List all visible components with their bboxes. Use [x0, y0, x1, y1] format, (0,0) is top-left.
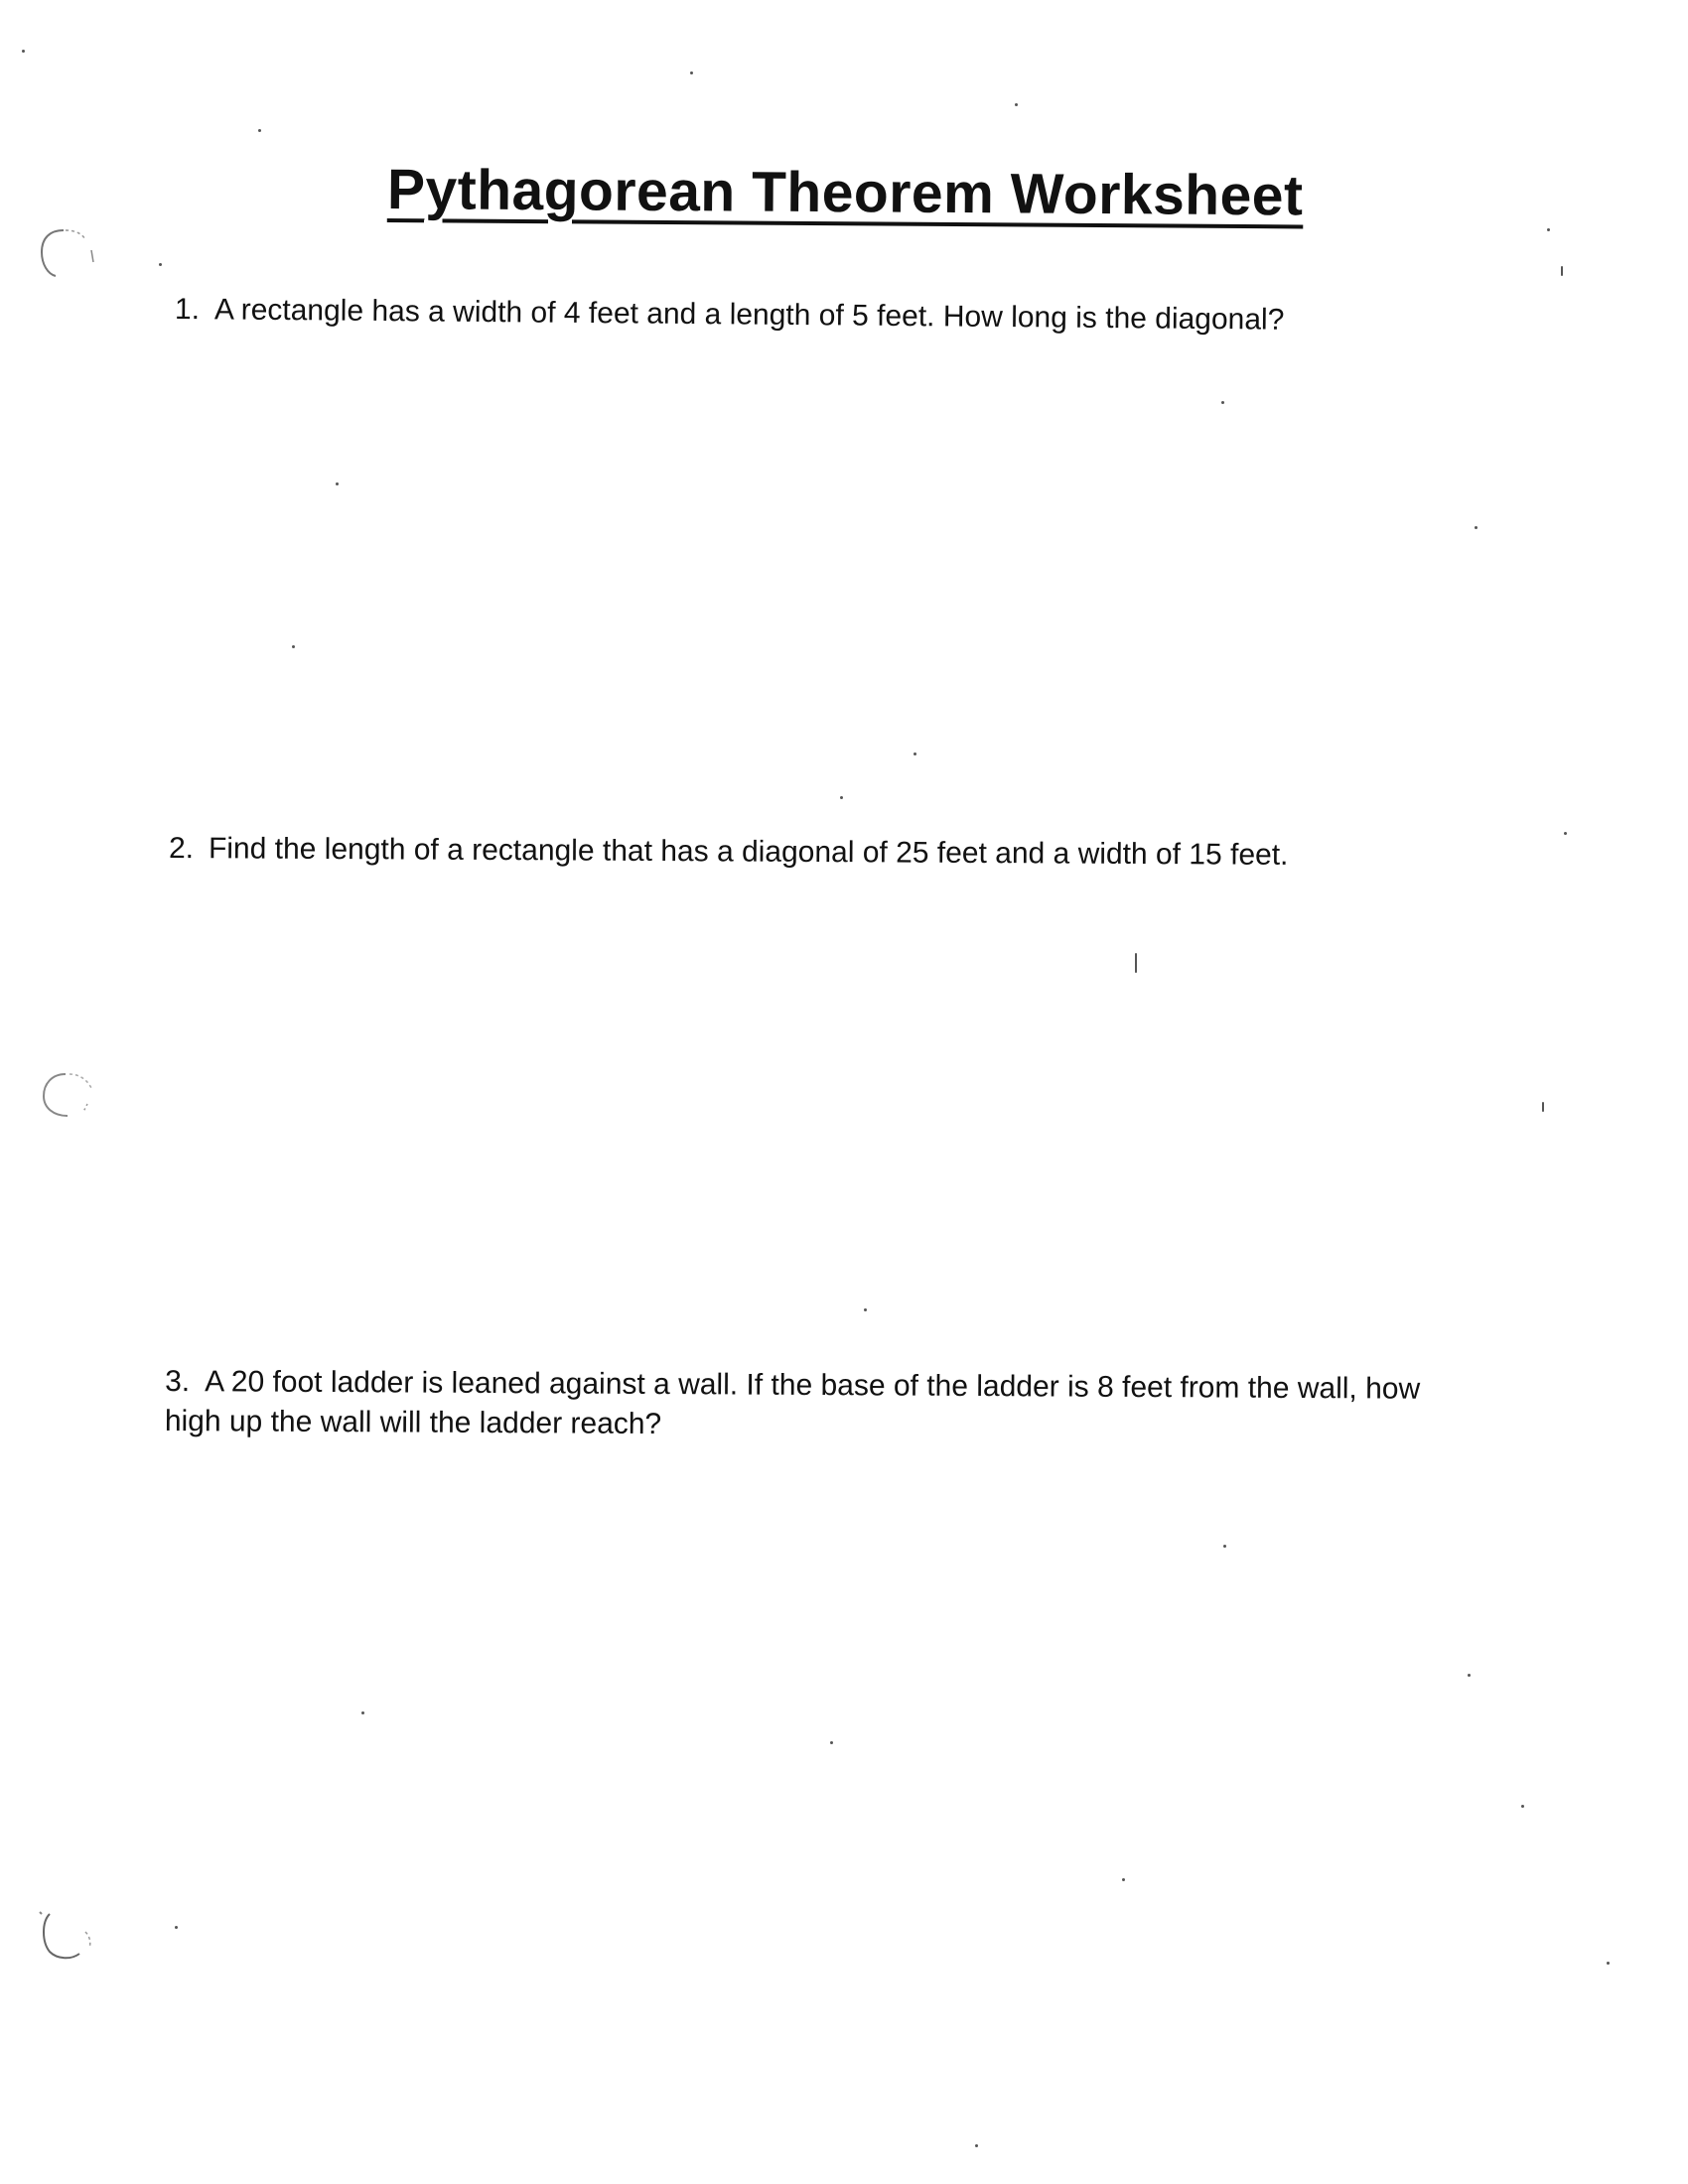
scan-speck [258, 129, 261, 132]
worksheet-title: Pythagorean Theorem Worksheet [386, 158, 1304, 228]
punch-hole-mark-icon [36, 1908, 97, 1962]
punch-hole-mark-icon [36, 1070, 97, 1124]
scan-speck [1122, 1878, 1125, 1881]
scan-speck [336, 482, 339, 485]
question-text: A rectangle has a width of 4 feet and a length of 5 feet. How long is the diagonal? [213, 293, 1285, 337]
scan-speck [830, 1741, 833, 1744]
question-1 [175, 290, 1285, 341]
scan-speck [1223, 1545, 1226, 1548]
question-3 [165, 1362, 1421, 1449]
scan-speck [975, 2144, 978, 2147]
scan-speck [175, 1926, 178, 1929]
scan-speck [1475, 526, 1477, 529]
scan-speck [1607, 1962, 1610, 1965]
scan-speck [159, 263, 162, 266]
scan-speck [1564, 832, 1567, 835]
scan-speck [1015, 103, 1018, 106]
scan-speck [914, 752, 916, 755]
punch-hole-mark-icon [36, 226, 97, 280]
question-2 [169, 829, 1289, 876]
scan-speck [1468, 1674, 1471, 1677]
scan-speck [22, 50, 25, 53]
scan-speck [361, 1711, 364, 1714]
question-text-line-2: high up the wall will the ladder reach? [164, 1405, 662, 1441]
scan-speck [864, 1308, 867, 1311]
scan-speck [690, 71, 693, 74]
question-number: 3. [165, 1365, 191, 1399]
scan-speck [292, 645, 295, 648]
question-text: Find the length of a rectangle that has a diagonal of 25 feet and a width of 15 feet. [208, 832, 1289, 872]
scan-speck [1521, 1805, 1524, 1808]
question-text-line-1: A 20 foot ladder is leaned against a wall. If the base of the ladder is 8 feet from the wall, how [205, 1365, 1421, 1406]
scan-speck [1135, 953, 1137, 973]
question-number: 1. [174, 293, 201, 327]
scan-speck [1561, 266, 1563, 276]
scan-speck [1542, 1102, 1544, 1112]
scan-speck [1221, 401, 1224, 404]
question-number: 2. [168, 832, 195, 866]
scan-speck [840, 796, 843, 799]
scan-speck [1547, 228, 1550, 231]
